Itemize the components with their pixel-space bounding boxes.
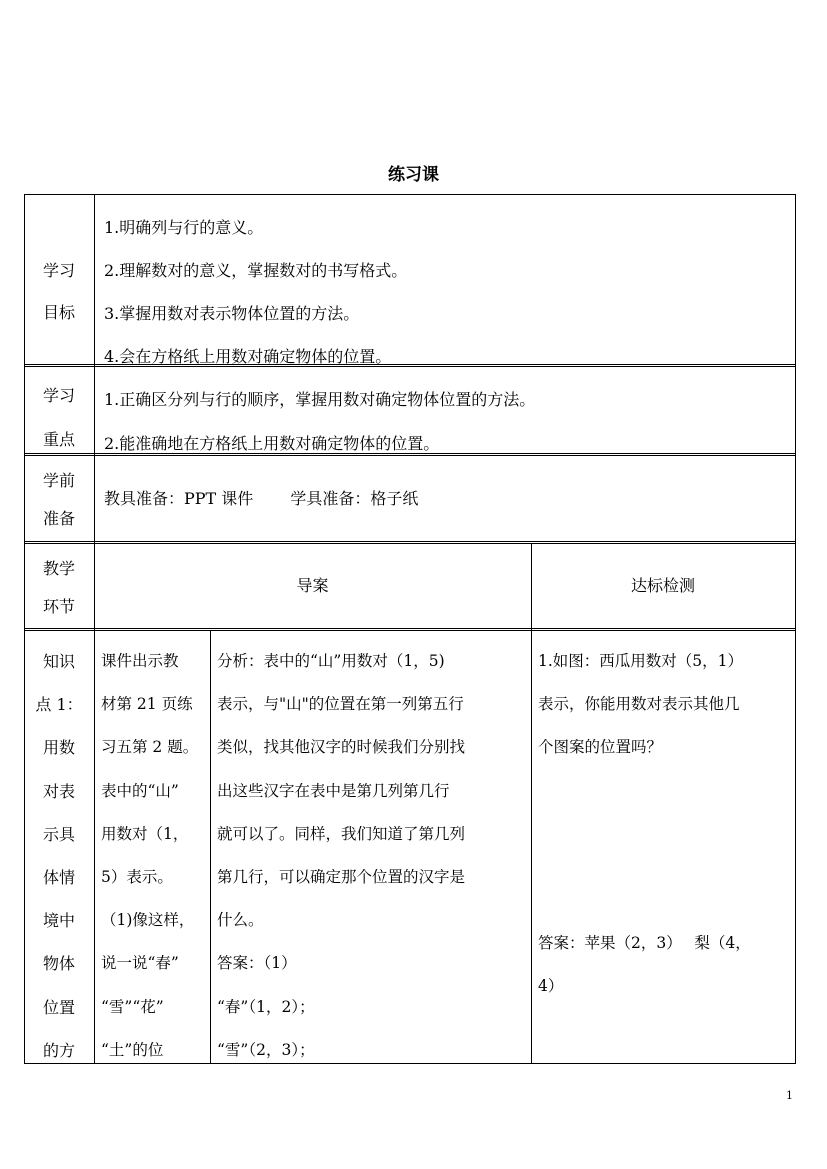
analysis-column: 分析：表中的“山”用数对（1，5) 表示，与"山"的位置在第一列第五行 类似，找其他汉字的时候我们分别找 出这些汉字在表中是第几列第几行 就可以了。同样，我们知道了第几列 第几行，可以确定那个位置的汉字是 什么。 答案：（1） “春”（1，2）； “雪”（2，3）； [217,652,466,1059]
prep-text: 教具准备：PPT 课件 学具准备：格子纸 [104,489,419,508]
courseware-column: 课件出示教 材第 21 页练 习五第 2 题。 表中的“山” 用数对（1， 5）表示。 （1)像这样， 说一说“春” “雪”“花” “土”的位 [101,652,199,1059]
goals-label: 学习 目标 [42,261,75,322]
check-header: 达标检测 [630,576,695,595]
page-number: 1 [786,1089,793,1102]
check-column: 1.如图：西瓜用数对（5，1） 表示，你能用数对表示其他几 个图案的位置吗？ [538,652,744,757]
check-answer: 答案：苹果（2，3） 梨（4， 4） [538,934,751,996]
list-item: 2.理解数对的意义，掌握数对的书写格式。 [104,261,408,280]
list-item: 1.正确区分列与行的顺序，掌握用数对确定物体位置的方法。 [104,390,536,409]
goals-list [104,206,407,378]
page-title: 练习课 [388,165,439,185]
focus-label: 学习 重点 [42,386,75,449]
prep-label: 学前 准备 [42,471,75,528]
focus-list [104,378,535,466]
guide-header: 导案 [296,576,329,595]
list-item: 4.会在方格纸上用数对确定物体的位置。 [104,347,392,366]
knowledge-label: 知识 点 1： 用数 对表 示具 体情 境中 物体 位置 的方 [35,652,83,1060]
section-label: 教学 环节 [42,559,75,616]
list-item: 1.明确列与行的意义。 [104,218,264,237]
list-item: 2.能准确地在方格纸上用数对确定物体的位置。 [104,434,440,453]
list-item: 3.掌握用数对表示物体位置的方法。 [104,304,360,323]
